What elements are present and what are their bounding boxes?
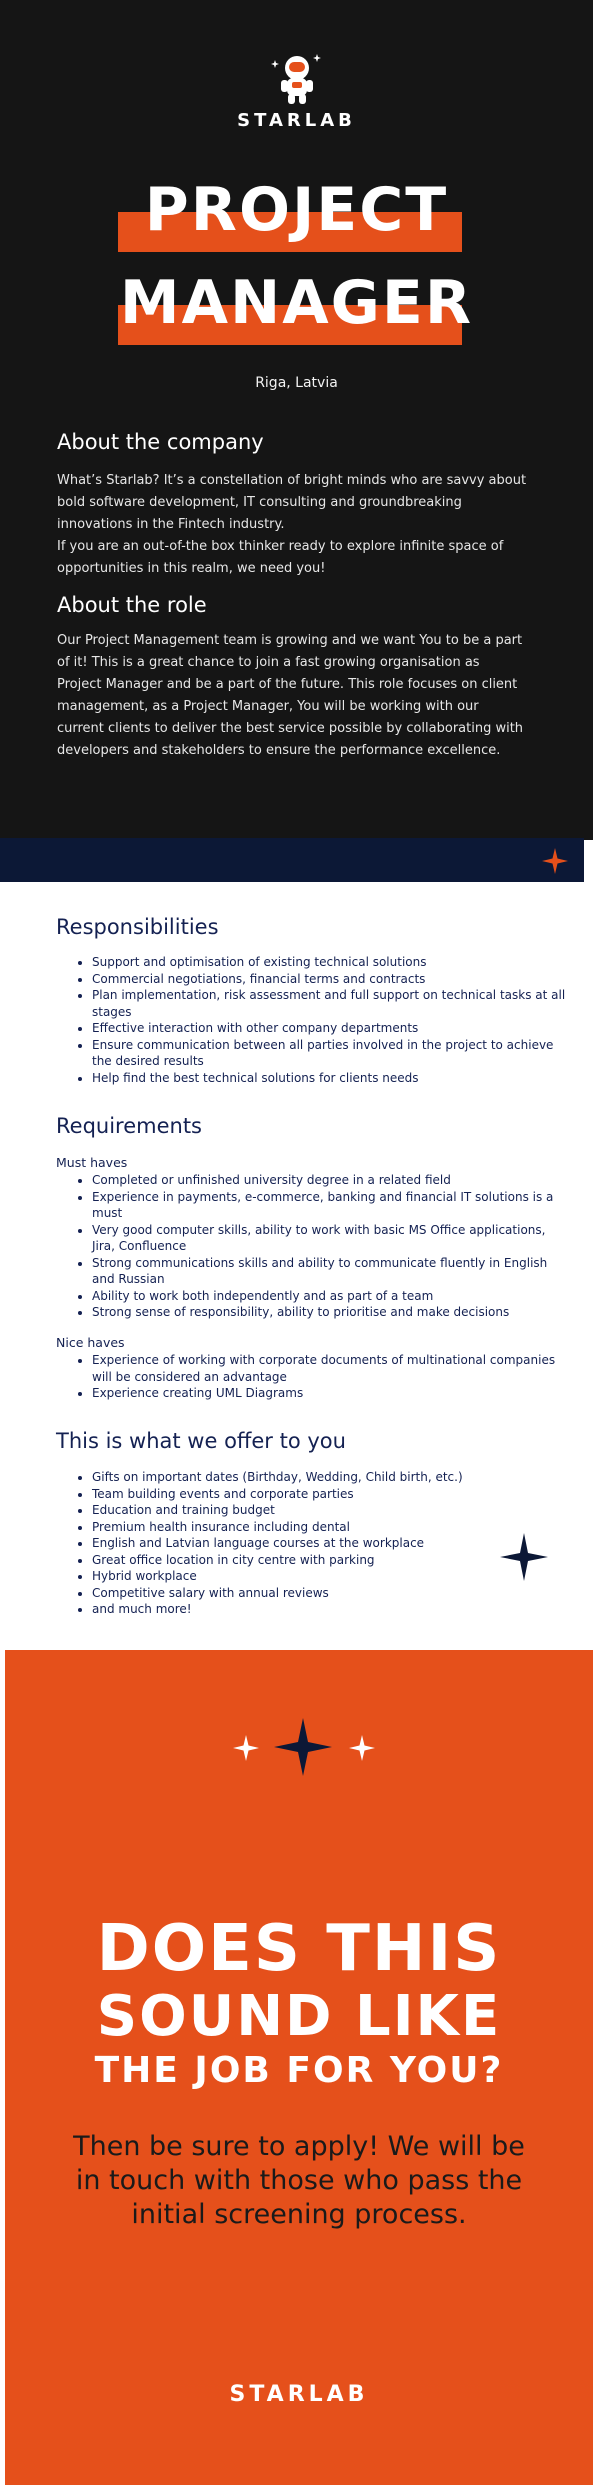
divider-bar xyxy=(0,838,584,882)
list-item: • Great office location in city centre with parking xyxy=(92,1552,572,1569)
list-item: • Very good computer skills, ability to work with basic MS Office applications, Jira, Confluence xyxy=(92,1222,572,1255)
nice-haves-list xyxy=(56,1352,572,1402)
offer-heading: This is what we offer to you xyxy=(56,1429,346,1453)
list-item: • Team building events and corporate parties xyxy=(92,1486,572,1503)
page-title-line-2: MANAGER xyxy=(119,268,474,338)
cta-text: Then be sure to apply! We will be in touch with those who pass the initial screening process. xyxy=(73,2131,525,2230)
list-item: • English and Latvian language courses at the workplace xyxy=(92,1535,572,1552)
page-title-line-1: PROJECT xyxy=(144,175,449,245)
list-item: • Support and optimisation of existing technical solutions xyxy=(92,954,572,971)
astronaut-icon xyxy=(267,50,327,110)
list-item: • Help find the best technical solutions for clients needs xyxy=(92,1070,572,1087)
list-item: • Completed or unfinished university degree in a related field xyxy=(92,1172,572,1189)
job-location: Riga, Latvia xyxy=(255,375,338,391)
logo xyxy=(0,50,593,114)
list-item: • Experience in payments, e-commerce, banking and financial IT solutions is a must xyxy=(92,1189,572,1222)
about-company-paragraph: What’s Starlab? It’s a constellation of bright minds who are savvy about bold software development, IT consulting and groundbreaking innovations in the Fintech industry. xyxy=(57,473,527,532)
hero-section xyxy=(0,0,593,840)
about-role-text: Our Project Management team is growing and we want You to be a part of it! This is a great chance to join a fast growing organisation as Project Manager and be a part of the future. This role focuses on client management, as a Project Manager, You will be working with our current clients to deliver the best service possible by collaborating with developers and stakeholders to ensure the performance excellence. xyxy=(57,633,524,758)
list-item: • Effective interaction with other company departments xyxy=(92,1020,572,1037)
list-item: • Commercial negotiations, financial terms and contracts xyxy=(92,971,572,988)
list-item: • Hybrid workplace xyxy=(92,1568,572,1585)
offer-list xyxy=(56,1469,572,1618)
cta-headline-line-3: THE JOB FOR YOU? xyxy=(94,2050,504,2091)
list-item: • Experience creating UML Diagrams xyxy=(92,1385,572,1402)
list-item: • Ability to work both independently and as part of a team xyxy=(92,1288,572,1305)
about-company-heading: About the company xyxy=(57,430,264,454)
cta-headline-line-2: SOUND LIKE xyxy=(96,1984,502,2049)
must-haves-list xyxy=(56,1172,572,1321)
list-item: • Ensure communication between all parties involved in the project to achieve the desired results xyxy=(92,1037,572,1070)
list-item: • Strong communications skills and ability to communicate fluently in English and Russian xyxy=(92,1255,572,1288)
responsibilities-heading: Responsibilities xyxy=(56,915,219,939)
list-item: • and much more! xyxy=(92,1601,572,1618)
list-item: • Education and training budget xyxy=(92,1502,572,1519)
must-haves-label: Must haves xyxy=(56,1155,128,1170)
star-icon xyxy=(274,1718,332,1776)
list-item: • Strong sense of responsibility, ability to prioritise and make decisions xyxy=(92,1304,572,1321)
list-item: • Gifts on important dates (Birthday, Wedding, Child birth, etc.) xyxy=(92,1469,572,1486)
list-item: • Competitive salary with annual reviews xyxy=(92,1585,572,1602)
star-icon xyxy=(500,1533,548,1581)
footer-logo: STARLAB xyxy=(229,2382,369,2407)
cta-section xyxy=(5,1650,593,2485)
list-item: • Experience of working with corporate documents of multinational companies will be considered an advantage xyxy=(92,1352,572,1385)
requirements-heading: Requirements xyxy=(56,1114,202,1138)
list-item: • Premium health insurance including dental xyxy=(92,1519,572,1536)
sparkle-icon xyxy=(233,1735,259,1761)
star-icon xyxy=(542,848,568,874)
responsibilities-list xyxy=(56,954,572,1086)
details-section xyxy=(0,882,593,1650)
nice-haves-label: Nice haves xyxy=(56,1335,125,1350)
cta-headline-line-1: DOES THIS xyxy=(96,1912,502,1986)
about-company-paragraph-2: If you are an out-of-the box thinker ready to explore infinite space of opportunities in this realm, we need you! xyxy=(57,539,504,576)
about-role-heading: About the role xyxy=(57,593,207,617)
sparkle-icon xyxy=(349,1735,375,1761)
list-item: • Plan implementation, risk assessment and full support on technical tasks at all stages xyxy=(92,987,572,1020)
about-company-text xyxy=(57,470,527,580)
brand-logo-text: STARLAB xyxy=(237,110,356,131)
